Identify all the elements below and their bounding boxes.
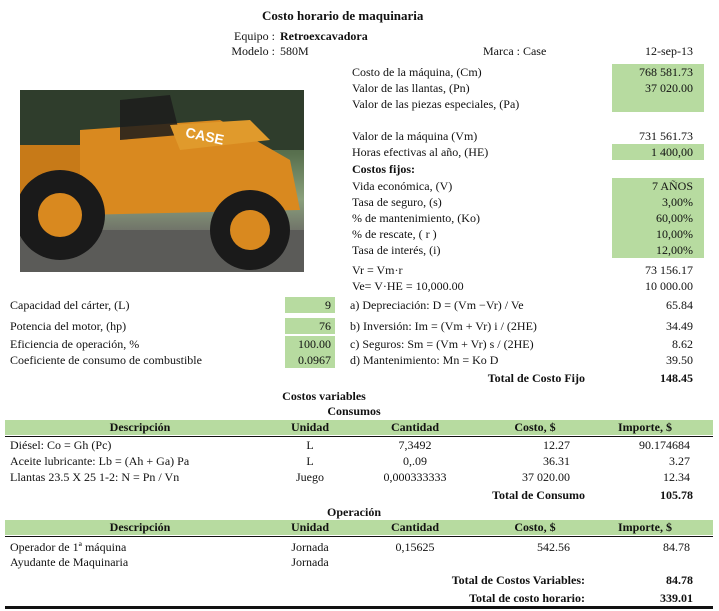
total-consumo-label: Total de Consumo [492,488,585,502]
col-desc: Descripción [109,420,171,434]
row-cantidad: 7,3492 [398,438,432,452]
engine-param-value: 0.0967 [298,353,331,367]
engine-param-label: Capacidad del cárter, (L) [10,298,130,312]
machine-photo [20,90,304,272]
col-cantidad: Cantidad [390,420,440,434]
engine-param-label: Coeficiente de consumo de combustible [10,353,202,367]
param-value: 731 561.73 [639,129,693,143]
total-variables-label: Total de Costos Variables: [451,573,585,587]
param-label: Vr = Vm·r [352,263,403,277]
formula-label: c) Seguros: Sm = (Vm + Vr) s / (2HE) [350,337,534,351]
row-desc: Llantas 23.5 X 25 1-2: N = Pn / Vn [10,470,180,484]
modelo-label: Modelo : [231,44,275,58]
row-desc: Ayudante de Maquinaria [10,555,129,569]
param-label: % de mantenimiento, (Ko) [352,211,480,225]
row-cantidad: 0,.09 [403,454,427,468]
row-unidad: Jornada [291,555,329,569]
param-label: Valor de las llantas, (Pn) [352,81,470,95]
formula-value: 65.84 [666,298,693,312]
col-importe-op: Importe, $ [618,520,672,534]
total-horario-label: Total de costo horario: [469,591,585,605]
param-value: 3,00% [662,195,693,209]
variables-title: Costos variables [282,389,366,403]
row-cantidad: 0,000333333 [383,470,447,484]
param-label: Costo de la máquina, (Cm) [352,65,482,79]
col-desc-op: Descripción [109,520,171,534]
col-costo-op: Costo, $ [514,520,556,534]
param-label: % de rescate, ( r ) [352,227,437,241]
col-importe: Importe, $ [618,420,672,434]
param-value: 768 581.73 [639,65,693,79]
engine-param-value: 9 [325,298,331,312]
row-costo: 36.31 [543,454,570,468]
total-horario-value: 339.01 [660,591,693,605]
row-importe: 84.78 [663,540,690,554]
param-value: 10 000.00 [645,279,693,293]
param-value: 12,00% [656,243,693,257]
equipo-label: Equipo : [234,29,275,43]
col-costo: Costo, $ [514,420,556,434]
total-fijo-value: 148.45 [660,371,693,385]
formula-value: 34.49 [666,319,693,333]
row-costo: 542.56 [537,540,570,554]
row-importe: 3.27 [669,454,690,468]
modelo-value: 580M [280,44,309,58]
row-desc: Operador de 1ª máquina [10,540,127,554]
equipo-value: Retroexcavadora [280,29,368,43]
row-costo: 37 020.00 [522,470,570,484]
fecha: 12-sep-13 [645,44,693,58]
param-label: Costos fijos: [352,162,415,176]
param-label: Vida económica, (V) [352,179,453,193]
engine-param-value: 76 [319,319,331,333]
param-label: Valor de las piezas especiales, (Pa) [352,97,520,111]
row-costo: 12.27 [543,438,570,452]
col-unidad-op: Unidad [290,520,330,534]
engine-param-value: 100.00 [298,337,331,351]
param-value: 60,00% [656,211,693,225]
formula-label: b) Inversión: Im = (Vm + Vr) i / (2HE) [350,319,537,333]
row-unidad: L [306,454,314,468]
total-variables-value: 84.78 [666,573,693,587]
formula-value: 39.50 [666,353,693,367]
param-label: Tasa de seguro, (s) [352,195,442,209]
row-importe: 12.34 [663,470,690,484]
marca: Marca : Case [483,44,547,58]
param-value: 1 400,00 [651,145,693,159]
brand-logo: CASE [184,123,226,148]
row-desc: Aceite lubricante: Lb = (Ah + Ga) Pa [10,454,190,468]
param-value: 37 020.00 [645,81,693,95]
row-importe: 90.174684 [639,438,690,452]
param-value: 7 AÑOS [651,179,693,193]
backhoe-illustration [20,90,304,272]
engine-param-label: Eficiencia de operación, % [10,337,140,351]
total-fijo-label: Total de Costo Fijo [487,371,585,385]
operacion-header-rule [5,536,713,537]
param-label: Ve= V·HE = 10,000.00 [352,279,464,293]
formula-label: d) Mantenimiento: Mn = Ko D [350,353,499,367]
consumos-header-rule [5,436,713,437]
page-title: Costo horario de maquinaria [262,8,424,23]
row-desc: Diésel: Co = Gh (Pc) [10,438,112,452]
param-value: 73 156.17 [645,263,693,277]
bottom-rule [5,606,713,609]
param-label: Tasa de interés, (i) [352,243,441,257]
param-label: Valor de la máquina (Vm) [352,129,478,143]
col-unidad: Unidad [290,420,330,434]
param-value: 10,00% [656,227,693,241]
row-unidad: Jornada [291,540,329,554]
formula-value: 8.62 [672,337,693,351]
formula-label: a) Depreciación: D = (Vm −Vr) / Ve [350,298,524,312]
param-highlight [612,96,704,112]
operacion-title: Operación [327,505,381,519]
total-consumo-value: 105.78 [660,488,693,502]
row-cantidad: 0,15625 [395,540,435,554]
row-unidad: Juego [296,470,324,484]
col-cantidad-op: Cantidad [390,520,440,534]
engine-param-label: Potencia del motor, (hp) [10,319,127,333]
param-label: Horas efectivas al año, (HE) [352,145,489,159]
row-unidad: L [306,438,314,452]
consumos-title: Consumos [327,404,381,418]
